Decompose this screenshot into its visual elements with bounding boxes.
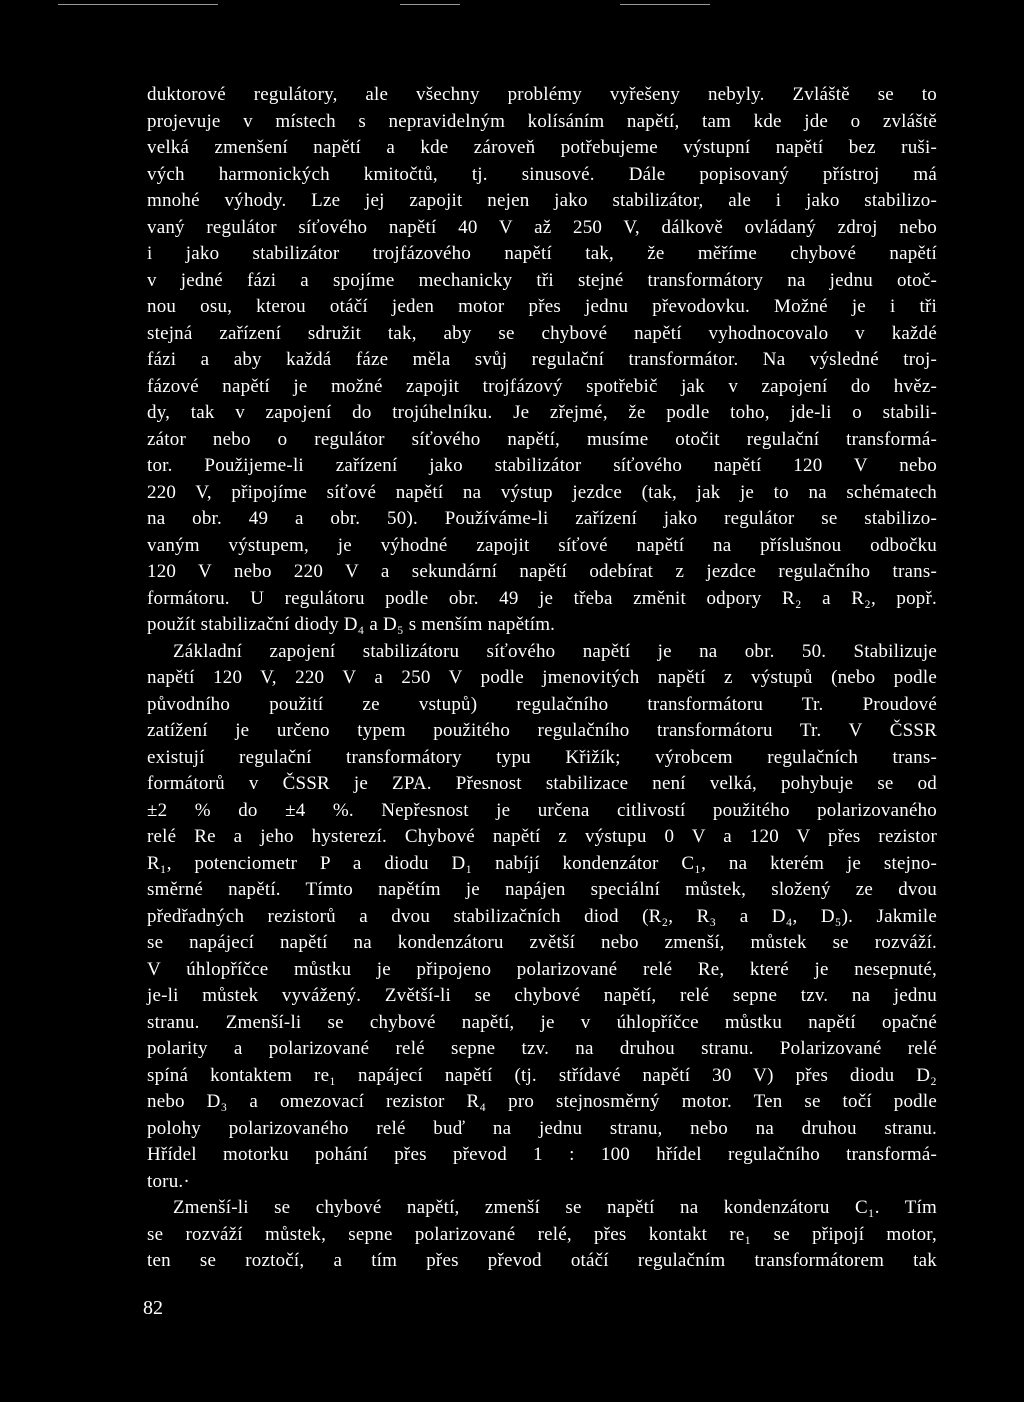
text-line: relé Re a jeho hysterezí. Chybové napětí z výstupu 0 V a 120 V přes rezistor bbox=[147, 826, 937, 847]
text-line: formátorů v ČSSR je ZPA. Přesnost stabilizace není velká, pohybuje se od bbox=[147, 773, 937, 794]
scan-edge-line bbox=[620, 4, 710, 5]
text-line: použít stabilizační diody D₄ a D₅ s menším napětím. bbox=[147, 614, 556, 635]
text-line: Hřídel motorku pohání přes převod 1 : 100 hřídel regulačního transformá- bbox=[147, 1144, 937, 1165]
text-line: vaný regulátor síťového napětí 40 V až 250 V, dálkově ovládaný zdroj nebo bbox=[147, 216, 937, 238]
text-line: formátoru. U regulátoru podle obr. 49 je třeba změnit odpory R₂ a R₂, popř. bbox=[147, 587, 937, 609]
page-number: 82 bbox=[143, 1297, 163, 1319]
text-line: zatížení je určeno typem použitého regulačního transformátoru Tr. V ČSSR bbox=[147, 720, 937, 741]
text-line: duktorové regulátory, ale všechny problémy vyřešeny nebyly. Zvláště se to bbox=[147, 84, 937, 105]
text-line: projevuje v místech s nepravidelným kolísáním napětí, tam kde jde o zvláště bbox=[147, 110, 937, 132]
text-line: velká zmenšení napětí a kde zároveň potřebujeme výstupní napětí bez ruši- bbox=[147, 137, 937, 158]
text-line: tor. Použijeme-li zařízení jako stabilizátor síťového napětí 120 V nebo bbox=[147, 455, 937, 476]
text-line: původního použití ze vstupů) regulačního transformátoru Tr. Proudové bbox=[147, 693, 937, 715]
text-line: je-li můstek vyvážený. Zvětší-li se chybové napětí, relé sepne tzv. na jednu bbox=[147, 985, 937, 1006]
text-line: na obr. 49 a obr. 50). Používáme-li zařízení jako regulátor se stabilizo- bbox=[147, 508, 937, 529]
text-line: směrné napětí. Tímto napětím je napájen speciální můstek, složený ze dvou bbox=[147, 879, 937, 900]
text-line: stejná zařízení sdružit tak, aby se chybové napětí vyhodnocovalo v každé bbox=[147, 322, 937, 344]
text-line: mnohé výhody. Lze jej zapojit nejen jako stabilizátor, ale i jako stabilizo- bbox=[147, 190, 937, 211]
text-line: nou osu, kterou otáčí jeden motor přes jednu převodovku. Možné je i tři bbox=[147, 296, 937, 317]
text-line: 220 V, připojíme síťové napětí na výstup jezdce (tak, jak je to na schématech bbox=[147, 481, 937, 503]
text-line: V úhlopříčce můstku je připojeno polarizované relé Re, které je nesepnuté, bbox=[147, 958, 937, 980]
text-line: toru.· bbox=[147, 1170, 190, 1192]
text-line: existují regulační transformátory typu Křižík; výrobcem regulačních trans- bbox=[147, 746, 937, 768]
text-line: se napájecí napětí na kondenzátoru zvětší nebo zmenší, můstek se rozváží. bbox=[147, 932, 937, 953]
text-line: ±2 % do ±4 %. Nepřesnost je určena citlivostí použitého polarizovaného bbox=[147, 799, 937, 821]
text-line: Základní zapojení stabilizátoru síťového napětí je na obr. 50. Stabilizuje bbox=[173, 640, 937, 662]
text-line: R₁, potenciometr P a diodu D₁ nabíjí kondenzátor C₁, na kterém je stejno- bbox=[147, 852, 937, 874]
text-line: se rozváží můstek, sepne polarizované relé, přes kontakt re₁ se připojí motor, bbox=[147, 1223, 937, 1245]
text-line: fázové napětí je možné zapojit trojfázový spotřebič jak v zapojení do hvěz- bbox=[147, 375, 937, 397]
text-line: nebo D₃ a omezovací rezistor R₄ pro stejnosměrný motor. Ten se točí podle bbox=[147, 1091, 937, 1112]
text-line: vých harmonických kmitočtů, tj. sinusové. Dále popisovaný přístroj má bbox=[147, 163, 937, 185]
text-line: polohy polarizovaného relé buď na jednu stranu, nebo na druhou stranu. bbox=[147, 1117, 937, 1139]
text-line: i jako stabilizátor trojfázového napětí tak, že měříme chybové napětí bbox=[147, 243, 937, 264]
text-line: zátor nebo o regulátor síťového napětí, musíme otočit regulační transformá- bbox=[147, 428, 937, 450]
body-text bbox=[147, 82, 937, 1275]
text-line: napětí 120 V, 220 V a 250 V podle jmenovitých napětí z výstupů (nebo podle bbox=[147, 667, 937, 688]
text-line: předřadných rezistorů a dvou stabilizačních diod (R₂, R₃ a D₄, D₅). Jakmile bbox=[147, 905, 937, 927]
text-line: v jedné fázi a spojíme mechanicky tři stejné transformátory na jednu otoč- bbox=[147, 269, 937, 291]
text-line: fázi a aby každá fáze měla svůj regulační transformátor. Na výsledné troj- bbox=[147, 349, 937, 370]
scan-edge-line bbox=[400, 4, 460, 5]
text-line: spíná kontaktem re₁ napájecí napětí (tj. střídavé napětí 30 V) přes diodu D₂ bbox=[147, 1064, 937, 1086]
text-line: 120 V nebo 220 V a sekundární napětí odebírat z jezdce regulačního trans- bbox=[147, 561, 937, 582]
text-line: Zmenší-li se chybové napětí, zmenší se napětí na kondenzátoru C₁. Tím bbox=[173, 1197, 937, 1218]
scan-edge-line bbox=[58, 4, 218, 5]
text-line: ten se roztočí, a tím přes převod otáčí regulačním transformátorem tak bbox=[147, 1250, 937, 1271]
text-line: stranu. Zmenší-li se chybové napětí, je v úhlopříčce můstku napětí opačné bbox=[147, 1011, 937, 1033]
text-line: vaným výstupem, je výhodné zapojit síťové napětí na příslušnou odbočku bbox=[147, 534, 937, 556]
text-line: dy, tak v zapojení do trojúhelníku. Je zřejmé, že podle toho, jde-li o stabili- bbox=[147, 402, 937, 423]
text-line: polarity a polarizované relé sepne tzv. na druhou stranu. Polarizované relé bbox=[147, 1038, 937, 1059]
